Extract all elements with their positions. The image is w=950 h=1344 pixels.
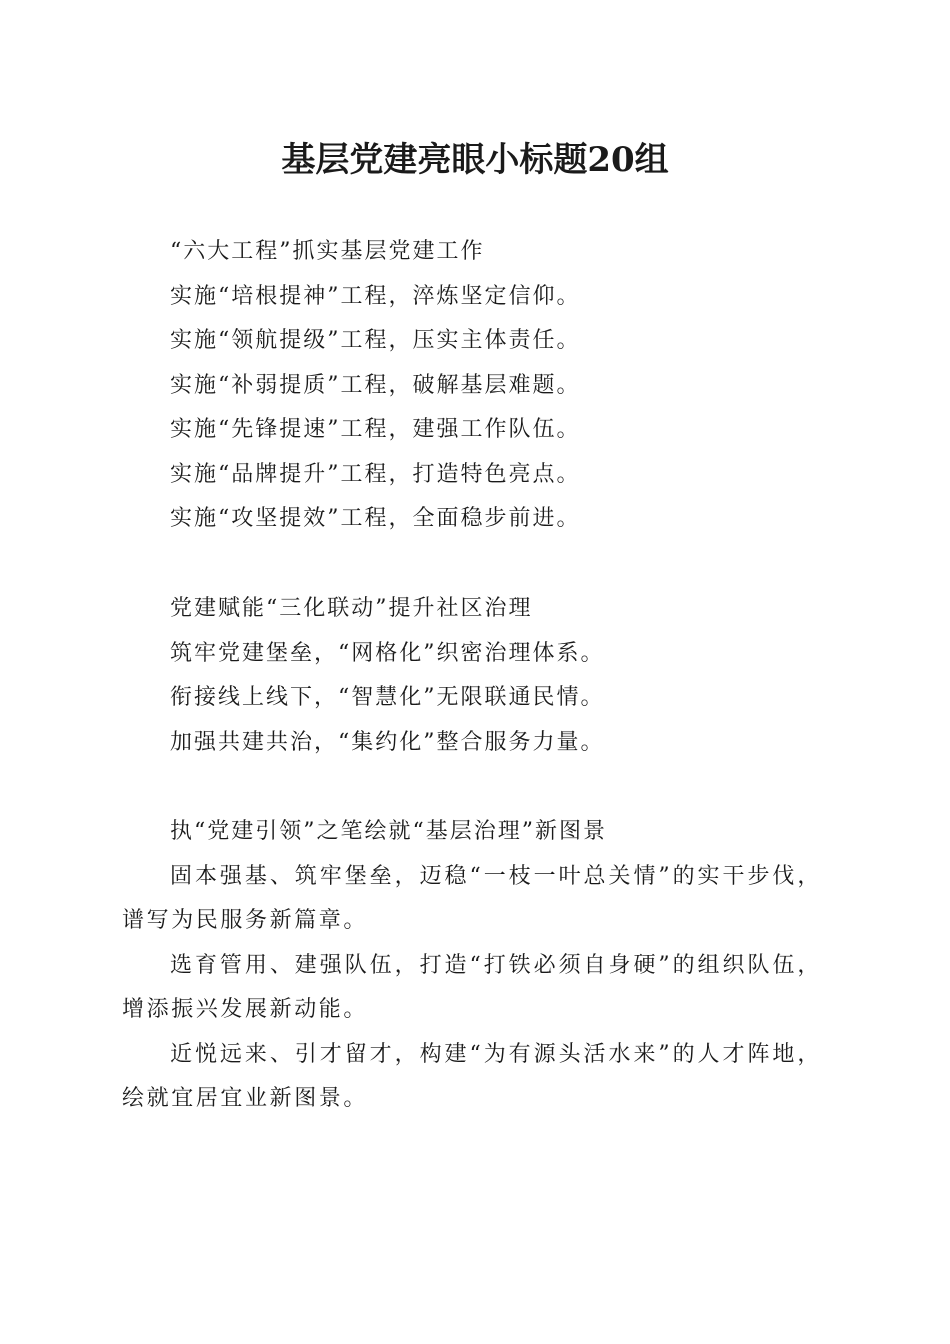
section-paragraph: 选育管用、建强队伍，打造“打铁必须自身硬”的组织队伍，增添振兴发展新动能。 [122,952,822,1022]
section-line: 实施“领航提级”工程，压实主体责任。 [170,328,581,353]
section-line: 衔接线上线下，“智慧化”无限联通民情。 [170,685,605,710]
section-six-projects [122,230,822,542]
section-party-leadership [122,810,822,1122]
section-paragraph: 近悦远来、引才留才，构建“为有源头活水来”的人才阵地，绘就宜居宜业新图景。 [122,1041,822,1111]
section-line: 实施“品牌提升”工程，打造特色亮点。 [170,461,581,487]
section-three-linkage [122,587,822,765]
section-line: 实施“培根提神”工程，淬炼坚定信仰。 [170,283,581,309]
document-title: 基层党建亮眼小标题20组 [281,140,669,180]
section-line: 加强共建共治，“集约化”整合服务力量。 [170,729,605,755]
section-heading: 执“党建引领”之笔绘就“基层治理”新图景 [170,819,607,844]
section-line: 筑牢党建堡垒，“网格化”织密治理体系。 [170,640,605,666]
section-heading: “六大工程”抓实基层党建工作 [170,239,485,264]
section-line: 实施“先锋提速”工程，建强工作队伍。 [170,417,581,442]
section-line: 实施“攻坚提效”工程，全面稳步前进。 [170,506,581,531]
section-heading: 党建赋能“三化联动”提升社区治理 [170,596,533,621]
section-paragraph: 固本强基、筑牢堡垒，迈稳“一枝一叶总关情”的实干步伐，谱写为民服务新篇章。 [122,863,822,933]
section-line: 实施“补弱提质”工程，破解基层难题。 [170,372,581,398]
